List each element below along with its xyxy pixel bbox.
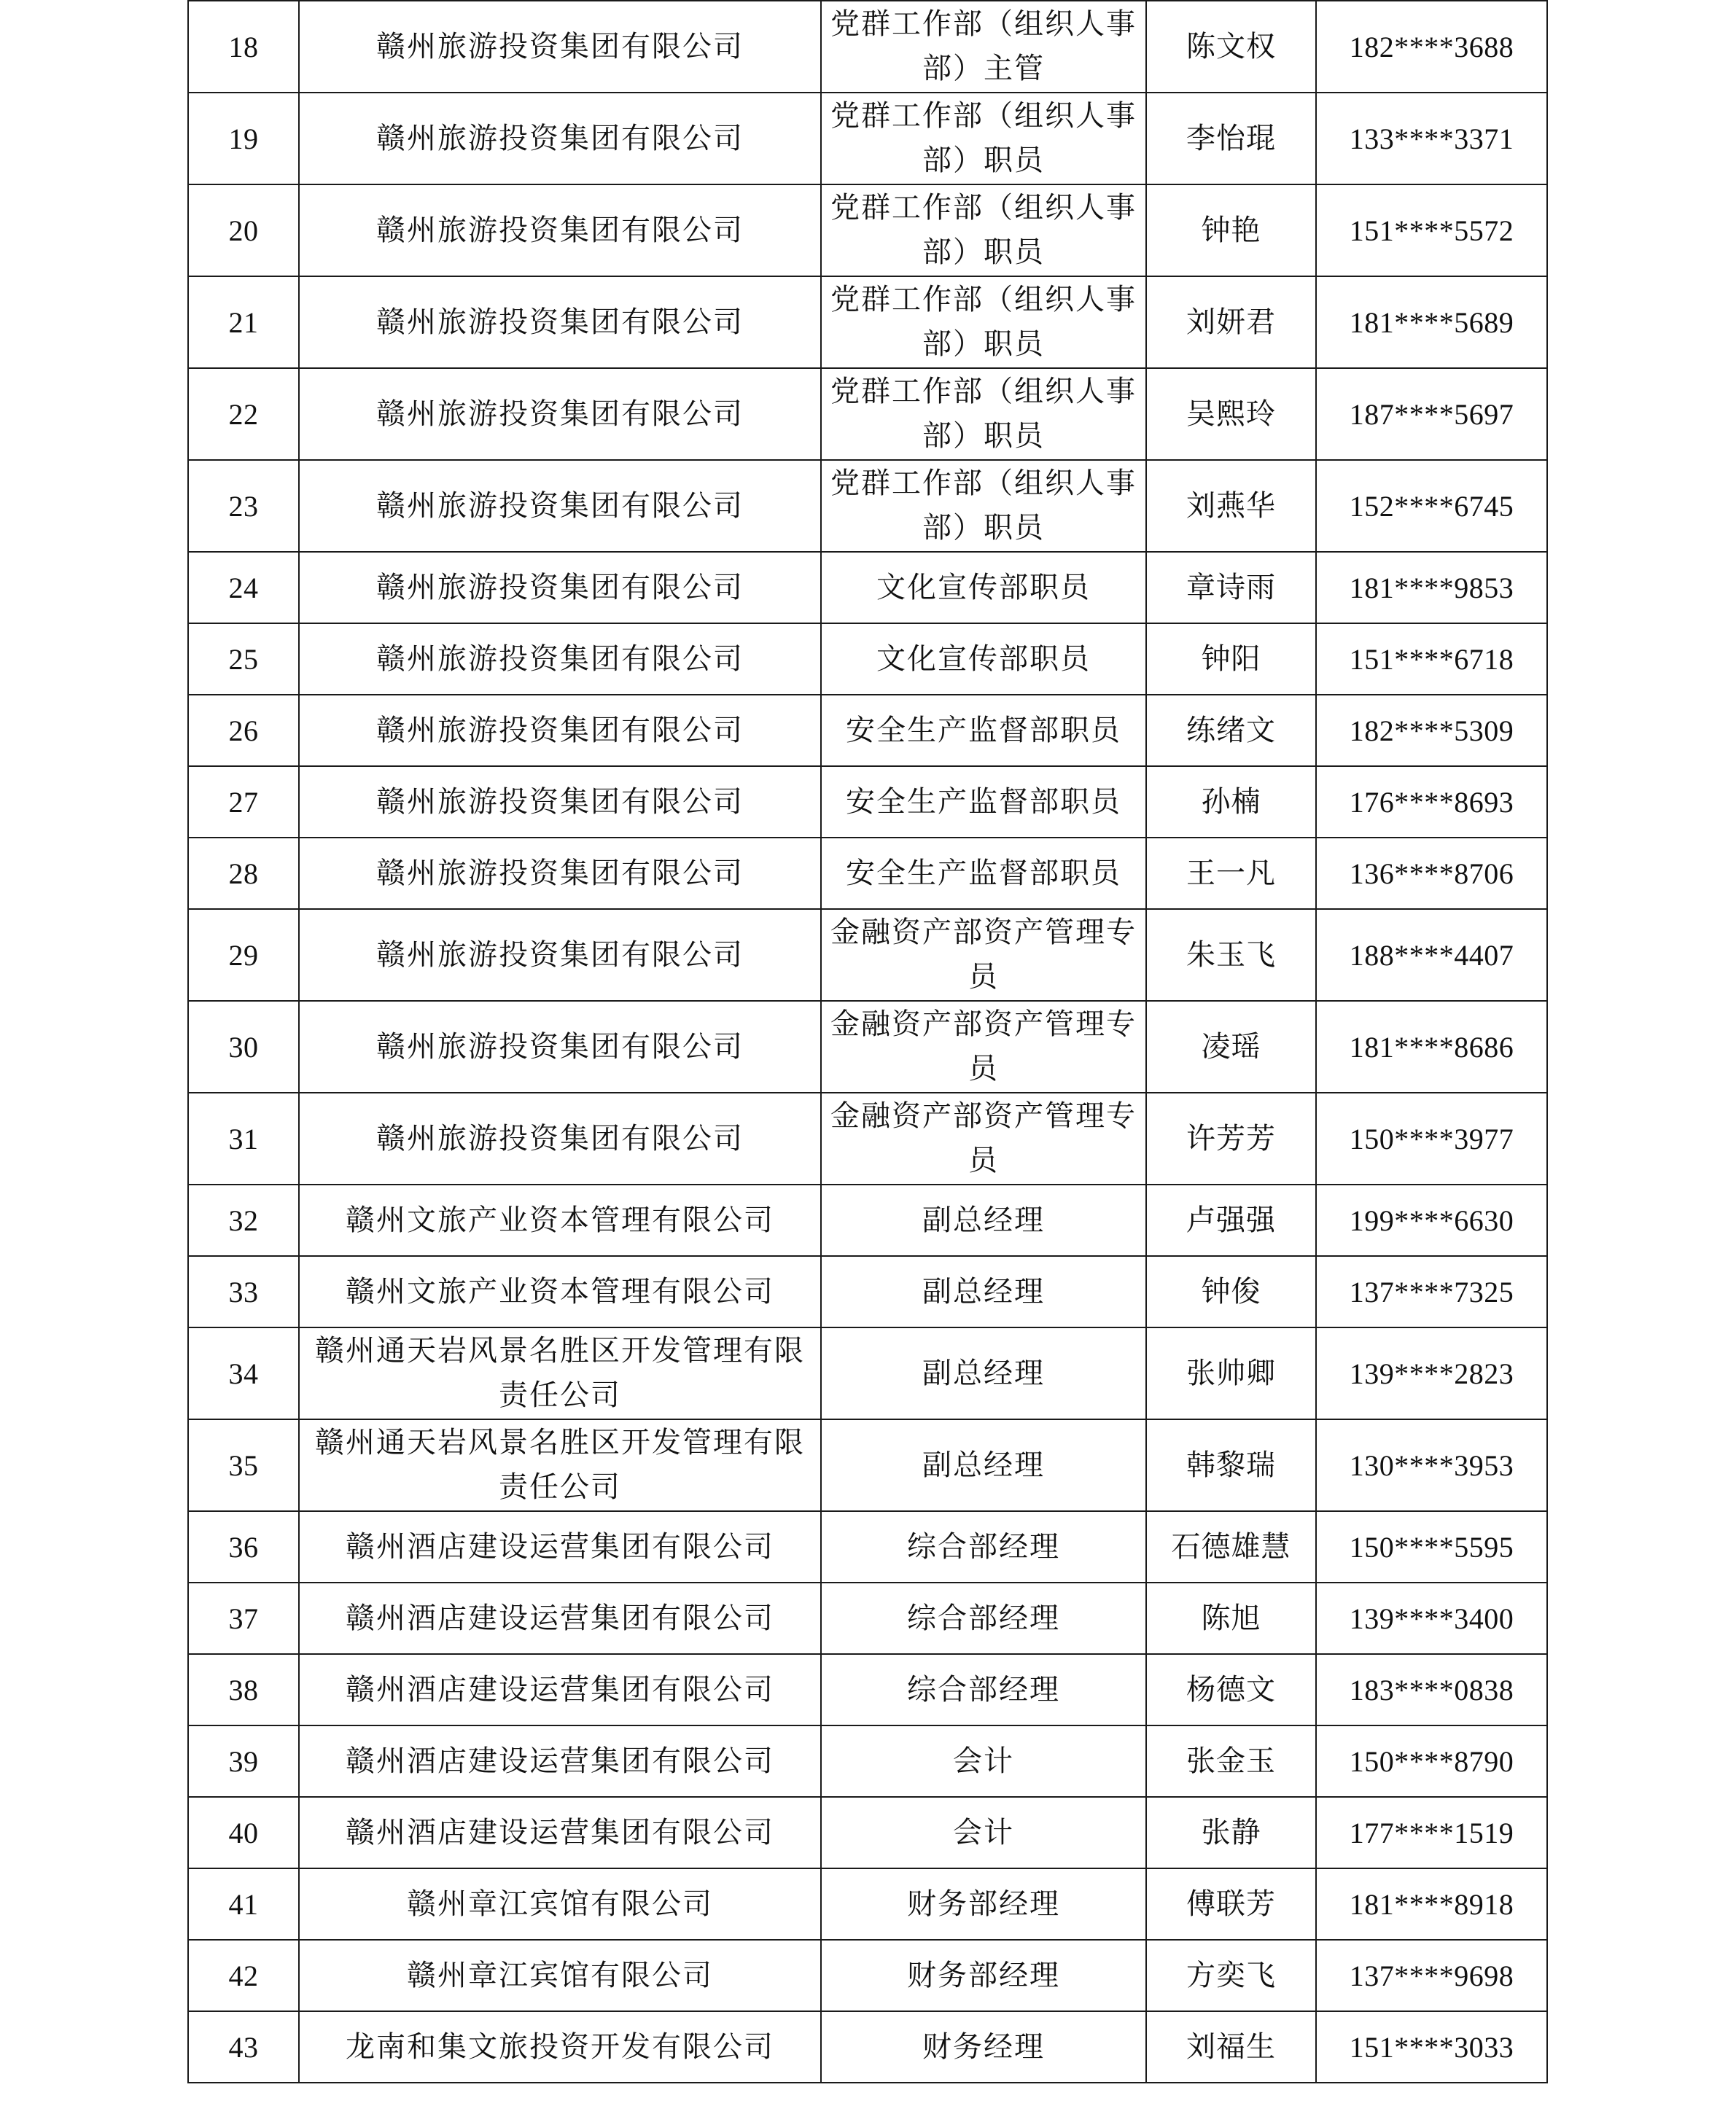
table-row	[188, 1001, 1547, 1093]
table-row	[188, 909, 1547, 1001]
company-cell: 赣州旅游投资集团有限公司	[299, 695, 821, 766]
phone-cell: 152****6745	[1316, 460, 1547, 552]
person-name-cell: 刘燕华	[1146, 460, 1316, 552]
company-cell: 赣州酒店建设运营集团有限公司	[299, 1583, 821, 1654]
table-row	[188, 1185, 1547, 1256]
row-number-cell: 42	[188, 1940, 299, 2011]
table-row	[188, 1093, 1547, 1185]
phone-cell: 139****2823	[1316, 1327, 1547, 1419]
company-cell: 赣州文旅产业资本管理有限公司	[299, 1256, 821, 1327]
company-cell: 赣州旅游投资集团有限公司	[299, 1093, 821, 1185]
row-number-cell: 34	[188, 1327, 299, 1419]
position-cell: 财务部经理	[821, 1940, 1146, 2011]
table-row	[188, 766, 1547, 838]
position-cell: 副总经理	[821, 1185, 1146, 1256]
table-row	[188, 1868, 1547, 1940]
row-number-cell: 36	[188, 1511, 299, 1583]
position-cell: 综合部经理	[821, 1511, 1146, 1583]
company-cell: 赣州酒店建设运营集团有限公司	[299, 1797, 821, 1868]
company-cell: 赣州章江宾馆有限公司	[299, 1868, 821, 1940]
phone-cell: 133****3371	[1316, 93, 1547, 184]
phone-cell: 182****3688	[1316, 1, 1547, 93]
company-cell: 赣州旅游投资集团有限公司	[299, 552, 821, 623]
position-cell: 副总经理	[821, 1256, 1146, 1327]
person-name-cell: 王一凡	[1146, 838, 1316, 909]
table-row	[188, 1327, 1547, 1419]
position-cell: 财务部经理	[821, 1868, 1146, 1940]
position-cell: 党群工作部（组织人事部）主管	[821, 1, 1146, 93]
row-number-cell: 29	[188, 909, 299, 1001]
company-cell: 赣州旅游投资集团有限公司	[299, 184, 821, 276]
document-page	[187, 0, 1546, 2083]
phone-cell: 136****8706	[1316, 838, 1547, 909]
table-row	[188, 623, 1547, 695]
staff-contact-table	[187, 0, 1548, 2083]
person-name-cell: 刘妍君	[1146, 276, 1316, 368]
phone-cell: 151****6718	[1316, 623, 1547, 695]
person-name-cell: 张静	[1146, 1797, 1316, 1868]
person-name-cell: 章诗雨	[1146, 552, 1316, 623]
company-cell: 赣州旅游投资集团有限公司	[299, 276, 821, 368]
person-name-cell: 张金玉	[1146, 1725, 1316, 1797]
person-name-cell: 刘福生	[1146, 2011, 1316, 2083]
position-cell: 会计	[821, 1725, 1146, 1797]
phone-cell: 151****3033	[1316, 2011, 1547, 2083]
company-cell: 赣州旅游投资集团有限公司	[299, 623, 821, 695]
position-cell: 安全生产监督部职员	[821, 695, 1146, 766]
company-cell: 赣州文旅产业资本管理有限公司	[299, 1185, 821, 1256]
position-cell: 副总经理	[821, 1327, 1146, 1419]
person-name-cell: 钟阳	[1146, 623, 1316, 695]
table-body	[188, 1, 1547, 2083]
person-name-cell: 吴熙玲	[1146, 368, 1316, 460]
person-name-cell: 张帅卿	[1146, 1327, 1316, 1419]
company-cell: 赣州旅游投资集团有限公司	[299, 368, 821, 460]
phone-cell: 150****5595	[1316, 1511, 1547, 1583]
person-name-cell: 许芳芳	[1146, 1093, 1316, 1185]
company-cell: 赣州通天岩风景名胜区开发管理有限责任公司	[299, 1327, 821, 1419]
phone-cell: 188****4407	[1316, 909, 1547, 1001]
row-number-cell: 18	[188, 1, 299, 93]
row-number-cell: 25	[188, 623, 299, 695]
row-number-cell: 24	[188, 552, 299, 623]
row-number-cell: 22	[188, 368, 299, 460]
phone-cell: 181****8918	[1316, 1868, 1547, 1940]
phone-cell: 176****8693	[1316, 766, 1547, 838]
table-row	[188, 2011, 1547, 2083]
row-number-cell: 38	[188, 1654, 299, 1725]
table-row	[188, 1797, 1547, 1868]
position-cell: 综合部经理	[821, 1583, 1146, 1654]
phone-cell: 177****1519	[1316, 1797, 1547, 1868]
row-number-cell: 23	[188, 460, 299, 552]
company-cell: 赣州旅游投资集团有限公司	[299, 766, 821, 838]
table-row	[188, 1583, 1547, 1654]
person-name-cell: 凌瑶	[1146, 1001, 1316, 1093]
table-row	[188, 838, 1547, 909]
position-cell: 综合部经理	[821, 1654, 1146, 1725]
row-number-cell: 35	[188, 1419, 299, 1511]
phone-cell: 137****7325	[1316, 1256, 1547, 1327]
phone-cell: 182****5309	[1316, 695, 1547, 766]
phone-cell: 151****5572	[1316, 184, 1547, 276]
row-number-cell: 41	[188, 1868, 299, 1940]
row-number-cell: 31	[188, 1093, 299, 1185]
row-number-cell: 43	[188, 2011, 299, 2083]
position-cell: 党群工作部（组织人事部）职员	[821, 276, 1146, 368]
position-cell: 安全生产监督部职员	[821, 766, 1146, 838]
phone-cell: 183****0838	[1316, 1654, 1547, 1725]
person-name-cell: 杨德文	[1146, 1654, 1316, 1725]
company-cell: 赣州旅游投资集团有限公司	[299, 460, 821, 552]
table-row	[188, 695, 1547, 766]
company-cell: 赣州章江宾馆有限公司	[299, 1940, 821, 2011]
position-cell: 安全生产监督部职员	[821, 838, 1146, 909]
table-row	[188, 1, 1547, 93]
person-name-cell: 练绪文	[1146, 695, 1316, 766]
position-cell: 会计	[821, 1797, 1146, 1868]
company-cell: 赣州通天岩风景名胜区开发管理有限责任公司	[299, 1419, 821, 1511]
company-cell: 赣州酒店建设运营集团有限公司	[299, 1654, 821, 1725]
table-row	[188, 1511, 1547, 1583]
person-name-cell: 方奕飞	[1146, 1940, 1316, 2011]
person-name-cell: 钟艳	[1146, 184, 1316, 276]
person-name-cell: 韩黎瑞	[1146, 1419, 1316, 1511]
phone-cell: 130****3953	[1316, 1419, 1547, 1511]
position-cell: 文化宣传部职员	[821, 623, 1146, 695]
phone-cell: 150****8790	[1316, 1725, 1547, 1797]
position-cell: 副总经理	[821, 1419, 1146, 1511]
position-cell: 财务经理	[821, 2011, 1146, 2083]
company-cell: 赣州酒店建设运营集团有限公司	[299, 1725, 821, 1797]
table-row	[188, 1654, 1547, 1725]
person-name-cell: 孙楠	[1146, 766, 1316, 838]
row-number-cell: 39	[188, 1725, 299, 1797]
company-cell: 赣州旅游投资集团有限公司	[299, 909, 821, 1001]
person-name-cell: 李怡琨	[1146, 93, 1316, 184]
table-row	[188, 1419, 1547, 1511]
person-name-cell: 傅联芳	[1146, 1868, 1316, 1940]
person-name-cell: 石德雄慧	[1146, 1511, 1316, 1583]
row-number-cell: 19	[188, 93, 299, 184]
phone-cell: 150****3977	[1316, 1093, 1547, 1185]
position-cell: 金融资产部资产管理专员	[821, 1093, 1146, 1185]
phone-cell: 139****3400	[1316, 1583, 1547, 1654]
position-cell: 党群工作部（组织人事部）职员	[821, 184, 1146, 276]
table-row	[188, 368, 1547, 460]
company-cell: 赣州旅游投资集团有限公司	[299, 1, 821, 93]
table-row	[188, 184, 1547, 276]
row-number-cell: 27	[188, 766, 299, 838]
person-name-cell: 朱玉飞	[1146, 909, 1316, 1001]
person-name-cell: 陈文权	[1146, 1, 1316, 93]
table-row	[188, 552, 1547, 623]
company-cell: 赣州酒店建设运营集团有限公司	[299, 1511, 821, 1583]
position-cell: 党群工作部（组织人事部）职员	[821, 460, 1146, 552]
company-cell: 赣州旅游投资集团有限公司	[299, 93, 821, 184]
company-cell: 龙南和集文旅投资开发有限公司	[299, 2011, 821, 2083]
phone-cell: 181****8686	[1316, 1001, 1547, 1093]
company-cell: 赣州旅游投资集团有限公司	[299, 1001, 821, 1093]
phone-cell: 181****5689	[1316, 276, 1547, 368]
phone-cell: 137****9698	[1316, 1940, 1547, 2011]
table-row	[188, 1256, 1547, 1327]
phone-cell: 181****9853	[1316, 552, 1547, 623]
person-name-cell: 卢强强	[1146, 1185, 1316, 1256]
table-row	[188, 276, 1547, 368]
row-number-cell: 21	[188, 276, 299, 368]
row-number-cell: 33	[188, 1256, 299, 1327]
row-number-cell: 37	[188, 1583, 299, 1654]
row-number-cell: 40	[188, 1797, 299, 1868]
position-cell: 党群工作部（组织人事部）职员	[821, 368, 1146, 460]
row-number-cell: 20	[188, 184, 299, 276]
person-name-cell: 钟俊	[1146, 1256, 1316, 1327]
phone-cell: 199****6630	[1316, 1185, 1547, 1256]
table-row	[188, 460, 1547, 552]
phone-cell: 187****5697	[1316, 368, 1547, 460]
position-cell: 党群工作部（组织人事部）职员	[821, 93, 1146, 184]
position-cell: 金融资产部资产管理专员	[821, 909, 1146, 1001]
table-row	[188, 1940, 1547, 2011]
company-cell: 赣州旅游投资集团有限公司	[299, 838, 821, 909]
position-cell: 金融资产部资产管理专员	[821, 1001, 1146, 1093]
position-cell: 文化宣传部职员	[821, 552, 1146, 623]
person-name-cell: 陈旭	[1146, 1583, 1316, 1654]
row-number-cell: 26	[188, 695, 299, 766]
table-row	[188, 93, 1547, 184]
row-number-cell: 28	[188, 838, 299, 909]
row-number-cell: 30	[188, 1001, 299, 1093]
table-row	[188, 1725, 1547, 1797]
row-number-cell: 32	[188, 1185, 299, 1256]
